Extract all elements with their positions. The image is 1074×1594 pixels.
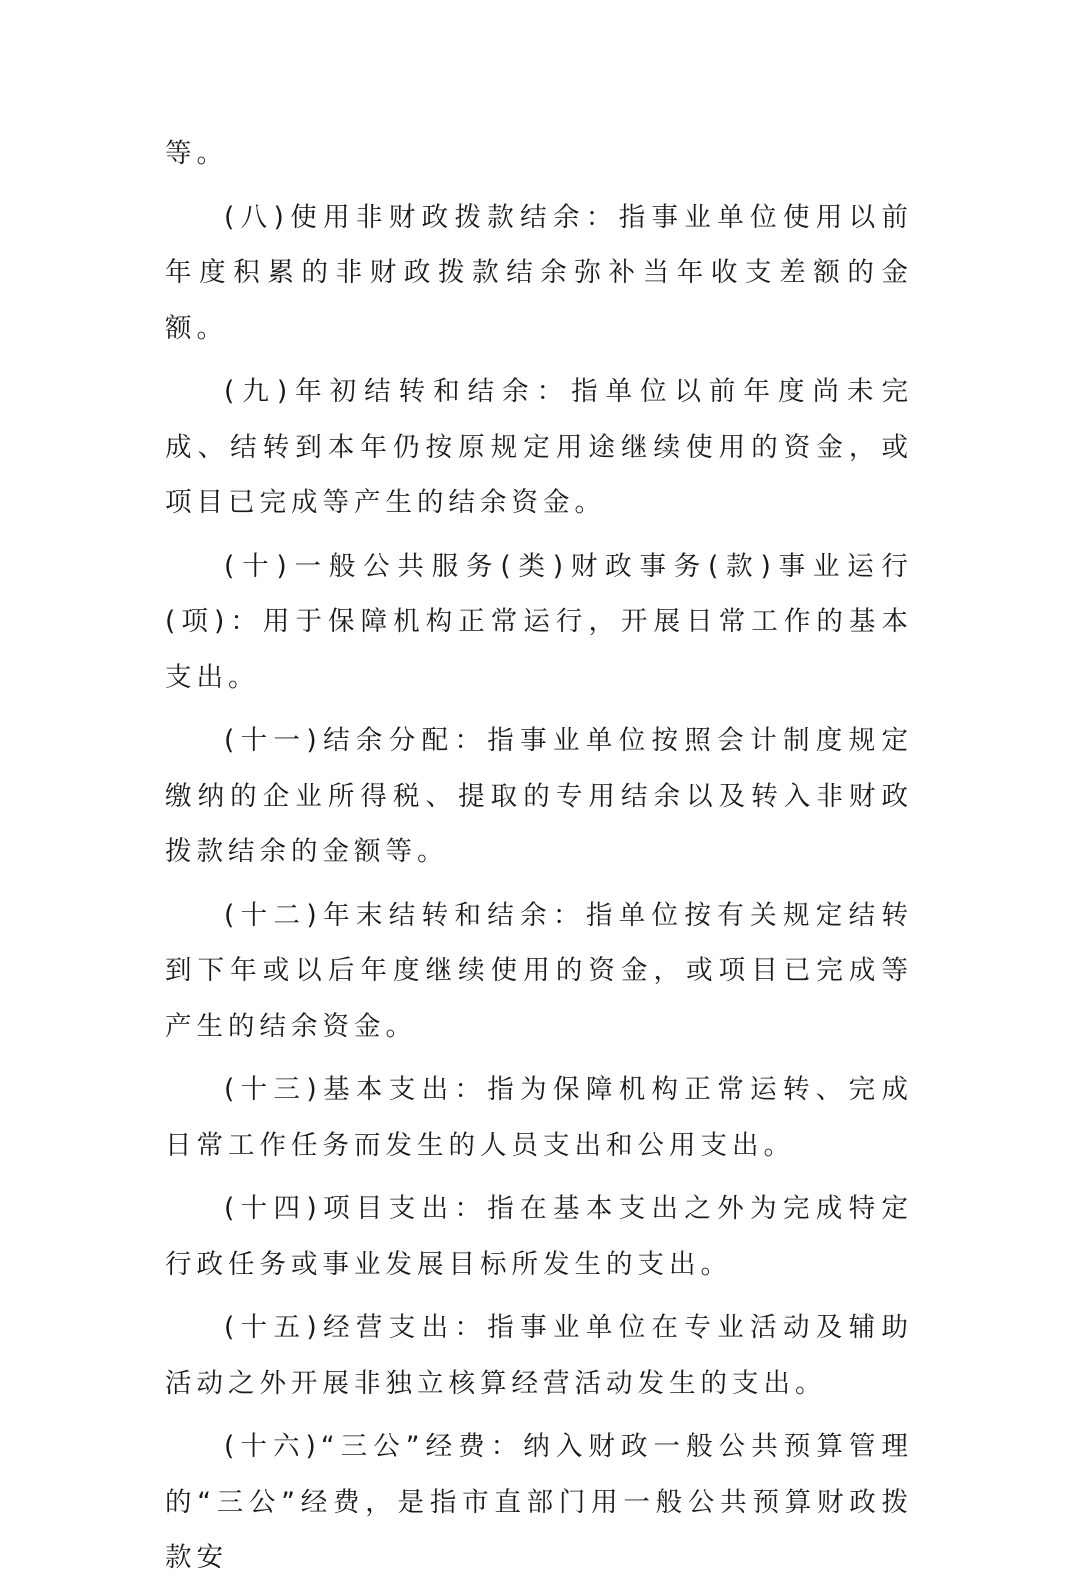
body-text <box>165 126 913 1594</box>
paragraph-continuation: 等。 <box>165 138 228 169</box>
paragraph-item-10: (十)一般公共服务(类)财政事务(款)事业运行(项)：用于保障机构正常运行，开展日常工作的基本支出。 <box>165 550 913 693</box>
paragraph-item-15: (十五)经营支出：指事业单位在专业活动及辅助活动之外开展非独立核算经营活动发生的支出。 <box>165 1312 913 1399</box>
paragraph-item-9: (九)年初结转和结余：指单位以前年度尚未完成、结转到本年仍按原规定用途继续使用的资金，或项目已完成等产生的结余资金。 <box>165 376 913 518</box>
paragraph-item-12: (十二)年末结转和结余：指单位按有关规定结转到下年或以后年度继续使用的资金，或项目已完成等产生的结余资金。 <box>165 899 913 1042</box>
paragraph-item-13: (十三)基本支出：指为保障机构正常运转、完成日常工作任务而发生的人员支出和公用支出。 <box>165 1074 913 1161</box>
paragraph-item-11: (十一)结余分配：指事业单位按照会计制度规定缴纳的企业所得税、提取的专用结余以及转入非财政拨款结余的金额等。 <box>165 725 913 867</box>
paragraph-item-16: (十六)“三公”经费：纳入财政一般公共预算管理的“三公”经费，是指市直部门用一般公共预算财政拨款安 <box>165 1431 913 1573</box>
paragraph-item-14: (十四)项目支出：指在基本支出之外为完成特定行政任务或事业发展目标所发生的支出。 <box>165 1193 913 1280</box>
paragraph-item-8: (八)使用非财政拨款结余：指事业单位使用以前年度积累的非财政拨款结余弥补当年收支差额的金额。 <box>165 201 913 344</box>
